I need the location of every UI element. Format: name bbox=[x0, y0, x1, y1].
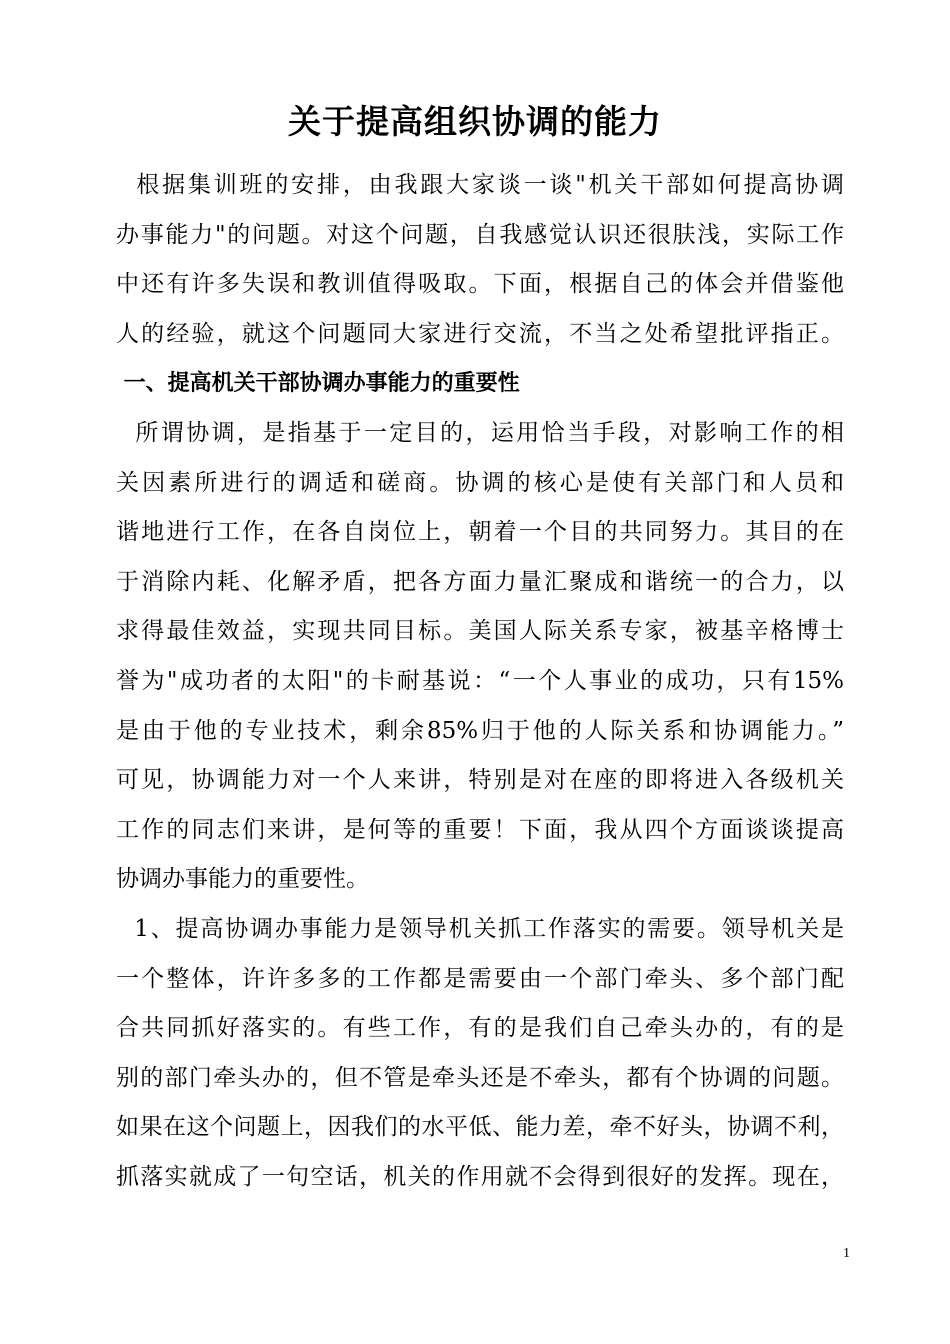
body-line: 人的经验，就这个问题同大家进行交流，不当之处希望批评指正。 bbox=[116, 320, 844, 347]
body-line: 所谓协调，是指基于一定目的，运用恰当手段，对影响工作的相 bbox=[116, 419, 844, 446]
document-body bbox=[116, 161, 844, 1202]
body-line: 一个整体，许许多多的工作都是需要由一个部门牵头、多个部门配 bbox=[116, 965, 844, 992]
body-line: 合共同抓好落实的。有些工作，有的是我们自己牵头办的，有的是 bbox=[116, 1015, 844, 1042]
body-line: 可见，协调能力对一个人来讲，特别是对在座的即将进入各级机关 bbox=[116, 767, 844, 794]
body-line: 根据集训班的安排，由我跟大家谈一谈"机关干部如何提高协调 bbox=[116, 172, 844, 198]
body-line: 抓落实就成了一句空话，机关的作用就不会得到很好的发挥。现在， bbox=[116, 1163, 844, 1190]
body-line: 誉为"成功者的太阳"的卡耐基说：“一个人事业的成功，只有15% bbox=[116, 667, 844, 694]
body-line: 协调办事能力的重要性。 bbox=[116, 866, 369, 893]
page-number: 1 bbox=[843, 1246, 850, 1261]
body-line: 谐地进行工作，在各自岗位上，朝着一个目的共同努力。其目的在 bbox=[116, 519, 844, 546]
body-line: 1、提高协调办事能力是领导机关抓工作落实的需要。领导机关是 bbox=[116, 915, 844, 942]
body-line: 关因素所进行的调适和磋商。协调的核心是使有关部门和人员和 bbox=[116, 469, 844, 496]
body-line: 别的部门牵头办的，但不管是牵头还是不牵头，都有个协调的问题。 bbox=[116, 1064, 844, 1091]
body-line: 是由于他的专业技术，剩余85%归于他的人际关系和协调能力。” bbox=[116, 717, 844, 744]
body-line: 于消除内耗、化解矛盾，把各方面力量汇聚成和谐统一的合力，以 bbox=[116, 568, 844, 595]
section-heading: 一、提高机关干部协调办事能力的重要性 bbox=[116, 370, 520, 397]
body-line: 中还有许多失误和教训值得吸取。下面，根据自己的体会并借鉴他 bbox=[116, 271, 844, 298]
document-title: 关于提高组织协调的能力 bbox=[288, 102, 662, 141]
body-line: 求得最佳效益，实现共同目标。美国人际关系专家，被基辛格博士 bbox=[116, 618, 844, 645]
body-line: 办事能力"的问题。对这个问题，自我感觉认识还很肤浅，实际工作 bbox=[116, 221, 844, 248]
body-line: 如果在这个问题上，因我们的水平低、能力差，牵不好头，协调不利， bbox=[116, 1114, 844, 1141]
body-line: 工作的同志们来讲，是何等的重要！下面，我从四个方面谈谈提高 bbox=[116, 816, 844, 843]
